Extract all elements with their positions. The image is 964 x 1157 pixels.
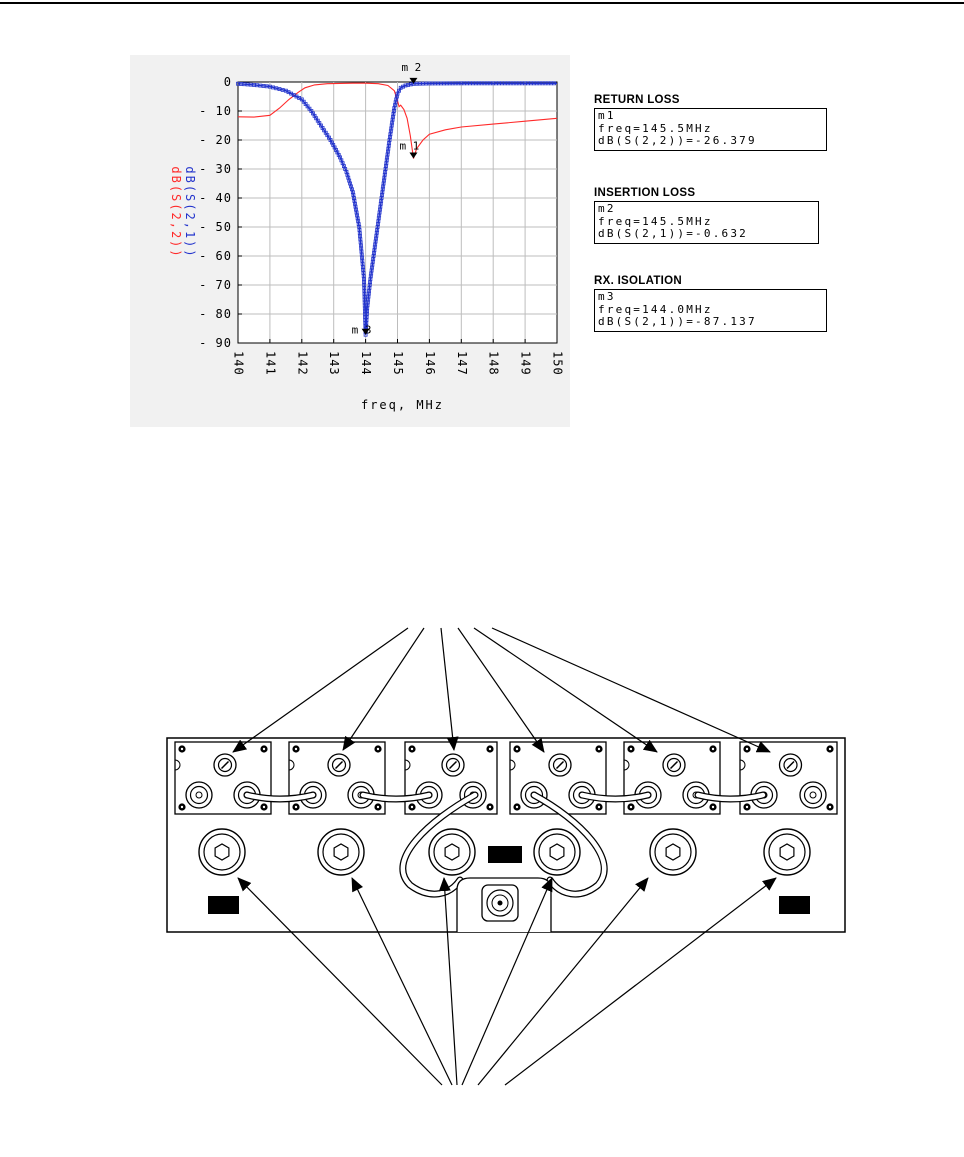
screw-hole — [516, 806, 518, 808]
cavity-filter-icon — [624, 742, 720, 814]
screw-hole — [829, 748, 831, 750]
insertion-loss-block — [594, 187, 819, 244]
x-tick-label: 147 — [454, 351, 469, 376]
bolt-hex — [550, 844, 564, 860]
screw-hole — [295, 748, 297, 750]
return-loss-readout — [594, 108, 827, 151]
callout-arrow-icon — [492, 628, 770, 752]
cavity-filter-icon — [405, 742, 497, 814]
x-tick-label: 145 — [391, 351, 405, 376]
screw-hole — [712, 748, 714, 750]
n-connector-pin — [498, 901, 503, 906]
connector-pin — [810, 792, 816, 798]
hex-bolt-icon — [429, 829, 475, 875]
y-axis-label-s21: dB(S(2,1)) — [183, 166, 197, 259]
cavity-filter-icon — [510, 742, 606, 814]
chart-svg — [130, 55, 570, 427]
screw-hole — [746, 806, 748, 808]
bolt-hex — [445, 844, 459, 860]
bolt-hex — [334, 844, 348, 860]
marker-label: m 1 — [399, 139, 420, 153]
screw-hole — [411, 748, 413, 750]
callout-arrow-icon — [233, 628, 408, 752]
x-tick-label: 140 — [231, 351, 246, 376]
return-loss-title: RETURN LOSS — [594, 94, 680, 106]
return-loss-block — [594, 94, 827, 151]
marker-name: m3 — [598, 290, 616, 303]
screw-hole — [598, 748, 600, 750]
marker-name: m2 — [598, 202, 616, 215]
y-tick-label: - 60 — [199, 249, 232, 263]
cavity-filter-icon — [175, 742, 271, 814]
marker-value: dB(S(2,2))=-26.379 — [598, 134, 757, 147]
x-tick-label: 146 — [422, 351, 437, 376]
y-tick-label: - 70 — [199, 278, 232, 292]
screw-hole — [377, 806, 379, 808]
screw-hole — [181, 806, 183, 808]
x-tick-label: 149 — [518, 351, 533, 376]
connector-pin — [196, 792, 202, 798]
hex-bolt-icon — [318, 829, 364, 875]
screw-hole — [181, 748, 183, 750]
sparameter-chart — [130, 55, 570, 427]
bolt-hex — [666, 844, 680, 860]
insertion-loss-title: INSERTION LOSS — [594, 187, 696, 199]
bolt-hex — [215, 844, 229, 860]
x-tick-label: 143 — [327, 351, 342, 376]
hex-bolt-icon — [650, 829, 696, 875]
x-tick-label: 142 — [295, 351, 310, 376]
hex-bolt-icon — [764, 829, 810, 875]
y-axis-label-s22: dB(S(2,2)) — [169, 166, 183, 259]
rx-isolation-readout — [594, 289, 827, 332]
duplexer-drawing — [0, 600, 964, 1120]
marker-name: m1 — [598, 109, 616, 122]
screw-hole — [295, 806, 297, 808]
label-block-left — [208, 896, 239, 914]
callout-arrow-icon — [343, 628, 424, 750]
y-tick-label: - 90 — [199, 336, 232, 350]
marker-label: m 3 — [351, 323, 372, 337]
y-tick-label: - 40 — [199, 191, 232, 205]
cavity-filter-icon — [289, 742, 385, 814]
screw-hole — [630, 748, 632, 750]
cavity-filter-icon — [740, 742, 837, 814]
screw-hole — [746, 748, 748, 750]
marker-freq: freq=144.0MHz — [598, 302, 713, 316]
insertion-loss-readout — [594, 201, 819, 244]
x-tick-label: 141 — [263, 351, 278, 376]
y-tick-label: - 80 — [199, 307, 232, 321]
screw-hole — [263, 748, 265, 750]
label-block-right — [779, 896, 810, 914]
screw-hole — [489, 748, 491, 750]
marker-freq: freq=145.5MHz — [598, 121, 713, 135]
page-top-rule — [0, 2, 964, 4]
rx-isolation-title: RX. ISOLATION — [594, 275, 683, 287]
x-tick-label: 148 — [486, 351, 501, 376]
label-block-center — [488, 846, 522, 863]
x-tick-label: 144 — [359, 351, 374, 376]
marker-value: dB(S(2,1))=-0.632 — [598, 227, 748, 240]
screw-hole — [411, 806, 413, 808]
hex-bolt-icon — [534, 829, 580, 875]
x-tick-label: 150 — [550, 351, 565, 376]
screw-hole — [516, 748, 518, 750]
y-tick-label: - 20 — [199, 133, 232, 147]
rx-isolation-block — [594, 275, 827, 332]
y-tick-label: 0 — [223, 75, 232, 89]
y-tick-label: - 50 — [199, 220, 232, 234]
screw-hole — [263, 806, 265, 808]
screw-hole — [377, 748, 379, 750]
screw-hole — [630, 806, 632, 808]
y-tick-label: - 30 — [199, 162, 232, 176]
marker-label: m 2 — [401, 60, 422, 74]
callout-arrow-icon — [441, 628, 454, 750]
y-tick-label: - 10 — [199, 104, 232, 118]
screw-hole — [489, 806, 491, 808]
hex-bolt-icon — [199, 829, 245, 875]
x-axis-label: freq, MHz — [360, 398, 445, 412]
screw-hole — [829, 806, 831, 808]
bolt-hex — [780, 844, 794, 860]
marker-value: dB(S(2,1))=-87.137 — [598, 315, 757, 328]
screw-hole — [598, 806, 600, 808]
screw-hole — [712, 806, 714, 808]
marker-freq: freq=145.5MHz — [598, 214, 713, 228]
